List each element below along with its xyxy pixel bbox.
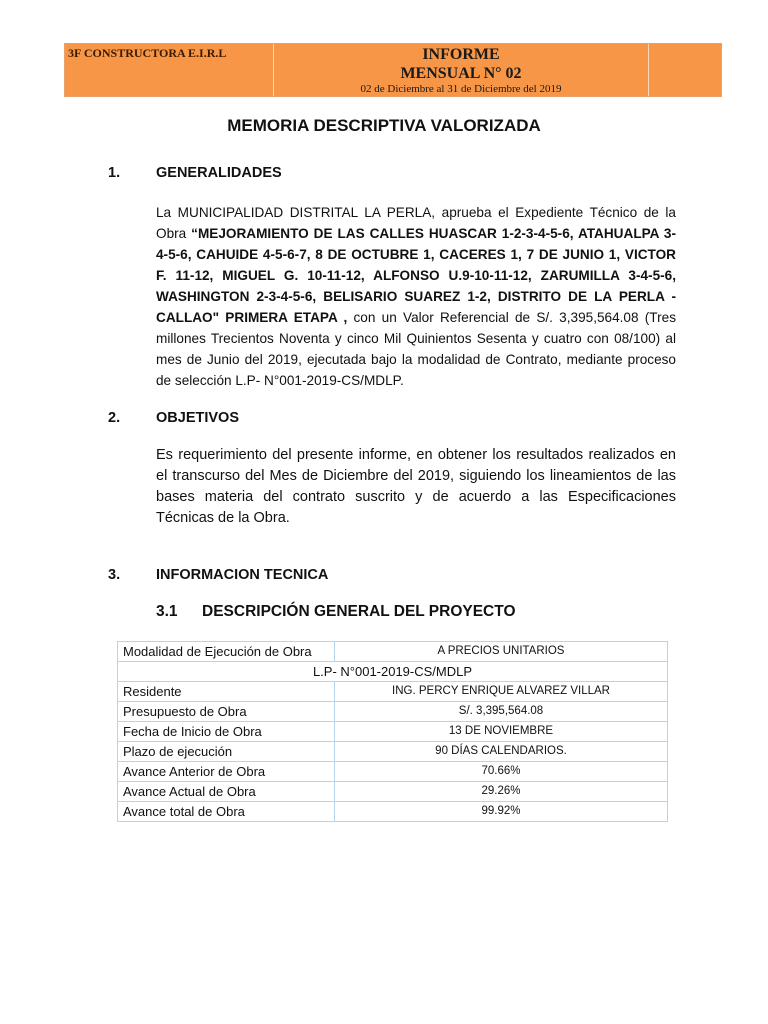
row-label: Presupuesto de Obra <box>118 702 335 722</box>
row-value: ING. PERCY ENRIQUE ALVAREZ VILLAR <box>335 682 668 702</box>
row-value: 13 DE NOVIEMBRE <box>335 722 668 742</box>
table-row <box>118 762 668 782</box>
section-1-paragraph <box>156 202 676 391</box>
table-row <box>118 802 668 822</box>
row-label: Residente <box>118 682 335 702</box>
row-label: Avance Actual de Obra <box>118 782 335 802</box>
company-name: 3F CONSTRUCTORA E.I.R.L <box>68 46 227 60</box>
subsection-title: DESCRIPCIÓN GENERAL DEL PROYECTO <box>202 603 516 620</box>
section-2-title: OBJETIVOS <box>156 410 239 426</box>
header-empty-cell <box>649 44 723 96</box>
table-row <box>118 682 668 702</box>
section-1-title: GENERALIDADES <box>156 165 282 181</box>
project-info-table <box>117 641 668 822</box>
row-value: 29.26% <box>335 782 668 802</box>
row-value: 90 DÍAS CALENDARIOS. <box>335 742 668 762</box>
table-row <box>118 742 668 762</box>
table-row <box>118 642 668 662</box>
modalidad-label: Modalidad de Ejecución de Obra <box>118 642 335 662</box>
report-title-line1: INFORME <box>422 46 500 63</box>
report-header <box>64 43 722 97</box>
section-3-number: 3. <box>108 567 121 583</box>
section-3-title: INFORMACION TECNICA <box>156 567 329 583</box>
table-row <box>118 722 668 742</box>
report-period: 02 de Diciembre al 31 de Diciembre del 2019 <box>360 83 562 95</box>
row-label: Plazo de ejecución <box>118 742 335 762</box>
table-row <box>118 782 668 802</box>
company-cell <box>65 44 274 96</box>
table-row <box>118 702 668 722</box>
section-2-number: 2. <box>108 410 121 426</box>
report-title-cell <box>274 44 649 96</box>
row-label: Avance Anterior de Obra <box>118 762 335 782</box>
subsection-number: 3.1 <box>156 603 178 620</box>
document-title: MEMORIA DESCRIPTIVA VALORIZADA <box>227 116 541 135</box>
modalidad-value: A PRECIOS UNITARIOS <box>335 642 668 662</box>
row-value: S/. 3,395,564.08 <box>335 702 668 722</box>
section-1-rest: con un Valor Referencial de S/. 3,395,564.08 (Tres millones Trecientos Noventa y cinco Mil Quinientos Sesenta y cuatro con 08/100) al mes de Junio del 2019, ejecutada bajo la modalidad de Contrato, mediante proceso de selección L.P- N°001-2019-CS/MDLP. <box>156 310 676 388</box>
row-label: Fecha de Inicio de Obra <box>118 722 335 742</box>
row-value: 99.92% <box>335 802 668 822</box>
row-label: Avance total de Obra <box>118 802 335 822</box>
section-1-intro: La MUNICIPALIDAD DISTRITAL LA PERLA, aprueba el Expediente Técnico de la Obra <box>156 205 676 241</box>
proceso-value: L.P- N°001-2019-CS/MDLP <box>118 662 668 682</box>
report-title-line2: MENSUAL N° 02 <box>400 65 522 82</box>
section-1-project-name: “MEJORAMIENTO DE LAS CALLES HUASCAR 1-2-3-4-5-6, ATAHUALPA 3-4-5-6, CAHUIDE 4-5-6-7, 8 DE OCTUBRE 1, CACERES 1, 7 DE JUNIO 1, VICTOR F. 11-12, MIGUEL G. 10-11-12, ALFONSO U.9-10-11-12, ZARUMILLA 3-4-5-6, WASHINGTON 2-3-4-5-6, BELISARIO SUAREZ 1-2, DISTRITO DE LA PERLA - CALLAO" PRIMERA ETAPA , <box>156 226 677 325</box>
row-value: 70.66% <box>335 762 668 782</box>
section-2-paragraph: Es requerimiento del presente informe, en obtener los resultados realizados en el transcurso del Mes de Diciembre del 2019, siguiendo los lineamientos de las bases materia del contrato suscrito y de acuerdo a las Especificaciones Técnicas de la Obra. <box>156 447 676 526</box>
section-1-number: 1. <box>108 165 121 181</box>
table-row <box>118 662 668 682</box>
